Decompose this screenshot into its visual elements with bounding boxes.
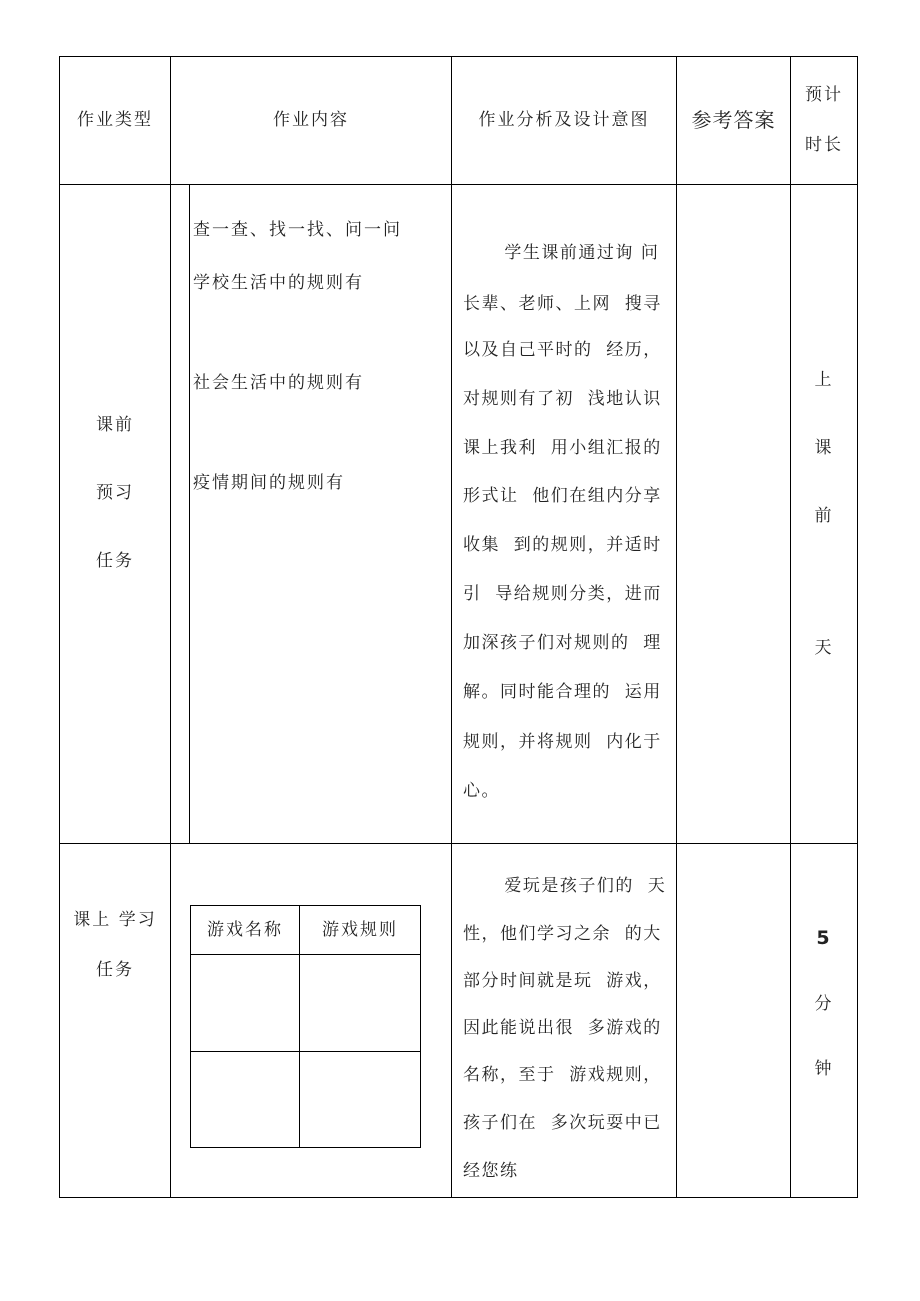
game-table-row-divider: [191, 1051, 420, 1052]
row1-analysis-line: 心。: [463, 781, 500, 801]
row2-type-line: 课上 学习: [73, 910, 157, 930]
table-bottom-border: [59, 1197, 858, 1198]
col-divider-4: [790, 56, 791, 1198]
game-table-header-divider: [191, 954, 420, 955]
row1-analysis-line: 加深孩子们对规则的 理: [463, 633, 662, 653]
row1-analysis-line: 学生课前通过询 问: [463, 243, 660, 263]
game-table-col-divider: [299, 906, 300, 1147]
row1-analysis-line: 对规则有了初 浅地认识: [463, 389, 662, 409]
row1-analysis-line: 形式让 他们在组内分享: [463, 486, 662, 506]
row2-type-line: 任务: [96, 960, 134, 980]
row1-type-line: 预习: [96, 483, 134, 503]
row2-analysis-line: 孩子们在 多次玩耍中已: [463, 1113, 662, 1133]
table-left-border: [59, 56, 60, 1198]
row1-analysis-line: 规则，并将规则 内化于: [463, 732, 662, 752]
game-table-header-name: 游戏名称: [207, 920, 283, 940]
row1-duration-char: 前: [814, 506, 834, 526]
row1-content-line: 社会生活中的规则有: [193, 373, 364, 393]
row2-analysis-line: 经您练: [463, 1161, 519, 1181]
row1-analysis-line: 以及自己平时的 经历，: [463, 340, 662, 360]
row2-duration-number: 5: [816, 927, 832, 949]
row1-type-line: 任务: [96, 551, 134, 571]
table-right-border: [857, 56, 858, 1198]
row1-duration-char: 天: [814, 638, 834, 658]
row2-duration-char: 分: [814, 994, 834, 1014]
table-top-border: [59, 56, 858, 57]
row1-analysis-line: 引 导给规则分类，进而: [463, 584, 662, 604]
row1-analysis-line: 课上我利 用小组汇报的: [463, 438, 662, 458]
game-table: [190, 905, 421, 1148]
header-bottom-border: [59, 184, 858, 185]
row1-analysis-line: 解。同时能合理的 运用: [463, 682, 662, 702]
col-divider-2: [451, 56, 452, 1198]
row2-analysis-line: 因此能说出很 多游戏的: [463, 1018, 662, 1038]
header-duration-line2: 时长: [805, 135, 843, 155]
header-content: 作业内容: [273, 110, 349, 130]
col-divider-inner: [189, 184, 190, 843]
row1-analysis-line: 收集 到的规则，并适时: [463, 535, 662, 555]
row1-duration-char: 课: [814, 438, 834, 458]
header-type: 作业类型: [77, 110, 153, 130]
header-duration-line1: 预计: [805, 85, 843, 105]
row1-duration-char: 上: [814, 370, 834, 390]
row2-analysis-line: 名称，至于 游戏规则，: [463, 1065, 662, 1085]
row1-bottom-border: [59, 843, 858, 844]
row1-content-line: 学校生活中的规则有: [193, 273, 364, 293]
game-table-header-rule: 游戏规则: [322, 920, 398, 940]
row2-analysis-line: 性，他们学习之余 的大: [463, 924, 662, 944]
row2-duration-char: 钟: [814, 1059, 834, 1079]
col-divider-3: [676, 56, 677, 1198]
row2-analysis-line: 爱玩是孩子们的 天: [463, 876, 667, 896]
row2-analysis-line: 部分时间就是玩 游戏，: [463, 971, 662, 991]
row1-analysis-line: 长辈、老师、上网 搜寻: [463, 294, 662, 314]
row1-type-line: 课前: [96, 415, 134, 435]
header-analysis: 作业分析及设计意图: [478, 110, 650, 130]
col-divider-1: [170, 56, 171, 1198]
header-answer: 参考答案: [691, 108, 776, 132]
row1-content-line: 查一查、找一找、问一问: [193, 220, 402, 240]
row1-content-line: 疫情期间的规则有: [193, 473, 345, 493]
